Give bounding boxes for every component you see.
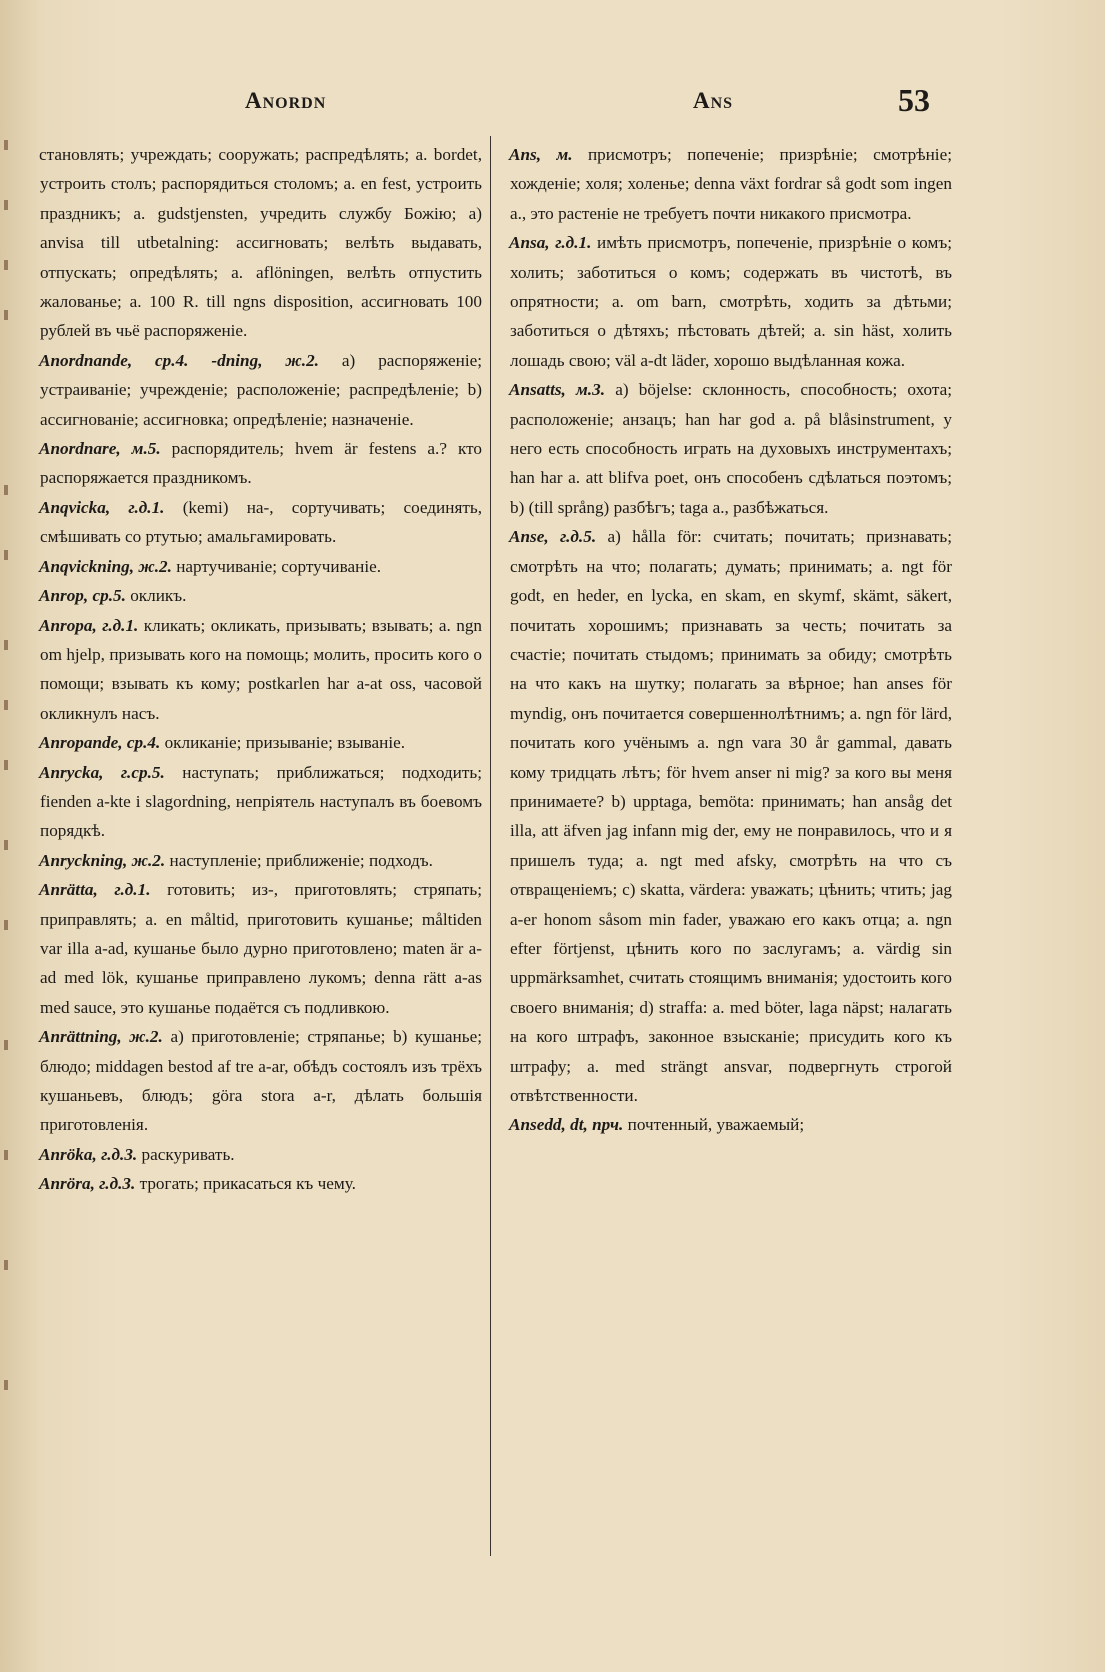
entry-headword: Anqvickning, ж.2. [39,556,172,576]
entry-definition: трогать; прикасаться къ чему. [139,1174,356,1194]
entry-definition: а) böjelse: склонность, способность; охота; расположеніе; анзацъ; han har god a. på blåsinstrument, у него есть способность играть на духовыхъ инструментахъ; han har a. att blifva poet, онъ способенъ сдѣлаться поэтомъ; b) (till språng) разбѣгъ; taga a., разбѣжаться. [510,380,953,517]
entry-headword: Anropande, ср.4. [39,733,161,753]
dictionary-entry [40,1169,482,1198]
entry-definition: присмотръ; попеченіе; призрѣніе; смотрѣніе; хожденіе; холя; холенье; denna växt fordrar så godt som ingen a., это растеніе не требуетъ почти никакого присмотра. [510,145,952,223]
entry-headword: Anqvicka, г.д.1. [39,497,165,517]
entry-headword: Anrop, ср.5. [39,586,126,606]
header-right-guideword: Ans [693,88,734,113]
entry-headword: Anropa, г.д.1. [39,615,139,635]
dictionary-entry [40,846,482,875]
dictionary-entry [40,728,482,757]
dictionary-entry [510,522,952,1110]
page-edge-marks [0,140,14,1440]
entry-definition: готовить; из-, приготовлять; стряпать; приправлять; a. en måltid, приготовить кушанье; måltiden var illa a-ad, кушанье было дурно приготовлено; maten är a-ad med lök, кушанье приправлено лукомъ; denna rätt a-as med sauce, это кушанье подаётся съ подливкою. [40,880,482,1017]
entry-headword: Anse, г.д.5. [509,527,597,547]
entry-headword: Ans, м. [509,145,573,164]
entry-definition: окликаніе; призываніе; взываніе. [164,733,406,753]
entry-headword: Anrättning, ж.2. [39,1027,163,1047]
entry-headword: Anröra, г.д.3. [39,1174,136,1194]
entry-definition: окликъ. [130,586,187,606]
dictionary-entry [40,1022,482,1140]
dictionary-entry [40,493,482,552]
entry-definition: а) hålla för: считать; почитать; признавать; смотрѣть на что; полагать; думать; принимать; a. ngt för godt, en heder, en lycka, en skam, en skymf, skämt, säkert, почитать хорошимъ; признавать за честь; почитать за счастіе; почитать стыдомъ; принимать за обиду; смотрѣть на что какъ на шутку; полагать за вѣрное; han anses för myndig, онъ почитается совершеннолѣтнимъ; a. ngn för lärd, почитать кого учёнымъ a. ngn vara 30 år gammal, давать кому тридцать лѣтъ; för hvem anser ni mig? за кого вы меня принимаете? b) upptaga, bemöta: принимать; han ansåg det illa, att äfven jag infann mig der, ему не понравилось, что и я пришелъ туда; a. ngt med afsky, смотрѣть на что съ отвращеніемъ; c) skatta, värdera: уважать; цѣнить; чтить; jag a-er honom såsom min fader, уважаю его какъ отца; a. ngn efter förtjenst, цѣнить кого по заслугамъ; a. värdig sin uppmärksamhet, считать стоящимъ вниманія; удостоить кого своего вниманія; d) straffa: a. med böter, laga näpst; налагать на кого штрафъ, законное взысканіе; присудить кого къ штрафу; a. med strängt ansvar, подвергнуть строгой отвѣтственности. [510,527,952,1105]
dictionary-entry [40,1140,482,1169]
entry-definition: наступленіе; приближеніе; подходъ. [169,850,433,870]
dictionary-entry [40,875,482,1022]
entry-headword: Anröka, г.д.3. [39,1144,138,1164]
dictionary-entry [510,1110,952,1139]
dictionary-entry [510,140,952,228]
entry-definition: а) распоряженіе; устраиваніе; учрежденіе; расположеніе; распредѣленіе; b) ассигнованіе; ассигновка; опредѣленіе; назначеніе. [40,350,482,429]
dictionary-entry [40,552,482,581]
entry-definition: кликать; окликать, призывать; взывать; a. ngn om hjelp, призывать кого на помощь; молить, просить кого о помощи; взывать къ кому; postkarlen har a-at oss, часовой окликнулъ насъ. [40,615,483,723]
page-number: 53 [898,82,930,118]
entry-headword: Anrycka, г.ср.5. [39,762,165,782]
entry-definition: нартучиваніе; сортучиваніе. [176,556,382,576]
entry-headword: Anordnare, м.5. [39,439,161,459]
dictionary-entry [510,228,952,375]
entry-definition: раскуривать. [141,1144,235,1164]
entry-headword: Anordnande, ср.4. -dning, ж.2. [39,350,319,370]
entry-definition: становлять; учреждать; сооружать; распредѣлять; a. bordet, устроить столъ; распорядиться столомъ; a. en fest, устроить праздникъ; a. gudstjensten, учредить службу Божію; a) anvisa till utbetalning: ассигновать; велѣть выдавать, отпускать; опредѣлять; a. aflöningen, велѣть отпустить жалованье; a. 100 R. till ngns disposition, ассигновать 100 рублей въ чьё распоряженіе. [39,145,482,341]
dictionary-entry [40,758,482,846]
entry-headword: Anryckning, ж.2. [39,850,166,870]
header-left-guideword: Anordn [245,88,327,113]
dictionary-entry [40,581,482,610]
entry-headword: Anrätta, г.д.1. [39,880,151,900]
entry-definition: распорядитель; hvem är festens a.? кто распоряжается праздникомъ. [40,439,482,488]
dictionary-entry [40,140,482,346]
dictionary-entry [40,611,482,729]
dictionary-entry [40,346,482,434]
column-divider [490,136,491,1556]
running-header [0,82,1105,128]
entry-headword: Ansatts, м.3. [509,380,605,400]
right-column [510,140,952,1140]
entry-definition: наступать; приближаться; подходить; fienden a-kte i slagordning, непріятель наступалъ въ боевомъ порядкѣ. [40,762,482,841]
entry-definition: а) приготовленіе; стряпанье; b) кушанье; блюдо; middagen bestod af tre a-ar, обѣдъ состоялъ изъ трёхъ кушаньевъ, блюдъ; göra stora a-r, дѣлать большія приготовленія. [40,1027,483,1135]
entry-headword: Ansedd, dt, прч. [509,1115,624,1135]
entry-headword: Ansa, г.д.1. [509,233,592,253]
dictionary-entry [510,375,952,522]
entry-definition: имѣть присмотръ, попеченіе, призрѣніе о комъ; холить; заботиться о комъ; содержать въ чистотѣ, въ опрятности; a. om barn, смотрѣть, ходить за дѣтьми; заботиться о дѣтяхъ; пѣстовать дѣтей; a. sin häst, холить лошадь свою; väl a-dt läder, хорошо выдѣланная кожа. [510,233,952,370]
entry-definition: (kemi) на-, сортучивать; соединять, смѣшивать со ртутью; амальгамировать. [40,497,483,547]
left-column [40,140,482,1199]
entry-definition: почтенный, уважаемый; [627,1115,805,1135]
dictionary-entry [40,434,482,493]
